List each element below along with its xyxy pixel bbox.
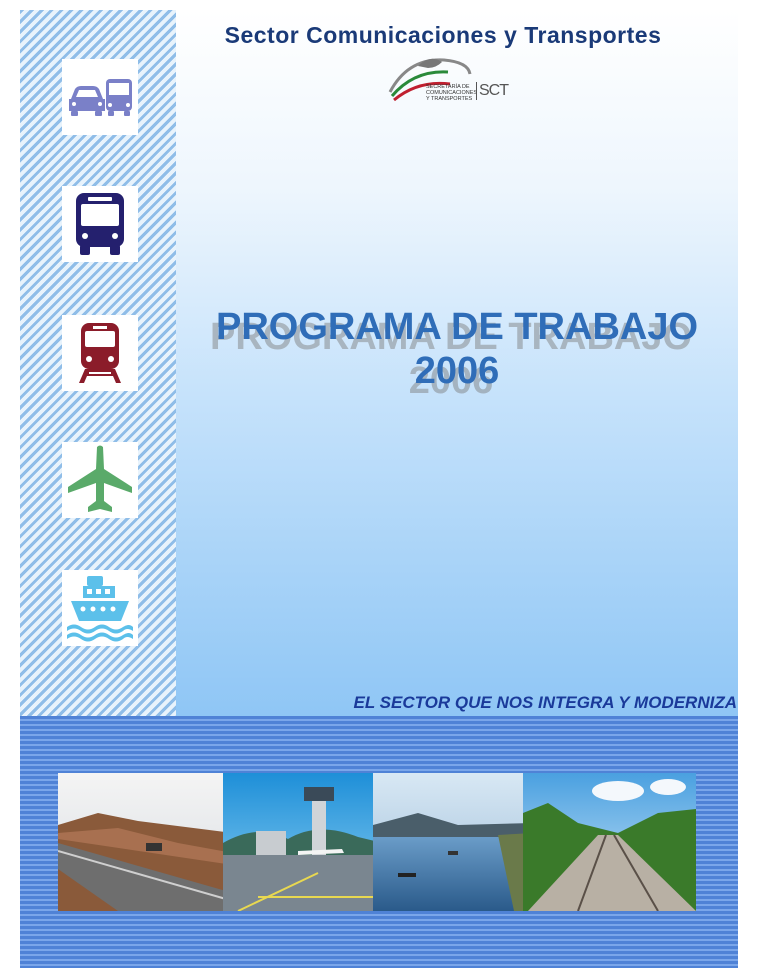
title-line-1: PROGRAMA DE TRABAJO	[215, 306, 699, 348]
highway-photo	[58, 773, 233, 911]
title-line-2: 2006	[414, 350, 500, 392]
port-photo	[373, 773, 533, 911]
railway-photo	[523, 773, 696, 911]
train-icon-tile	[62, 315, 138, 391]
train-icon	[75, 321, 125, 385]
airplane-icon	[66, 445, 134, 515]
cars-icon-tile	[62, 59, 138, 135]
logo-text: SECRETARÍA DE COMUNICACIONES Y TRANSPORTES	[426, 84, 478, 102]
transport-photo-collage	[58, 773, 696, 911]
bus-icon-tile	[62, 186, 138, 262]
cover-title	[176, 305, 738, 393]
airport-photo	[223, 773, 383, 911]
slogan: EL SECTOR QUE NOS INTEGRA Y MODERNIZA	[353, 693, 737, 712]
sector-title: Sector Comunicaciones y Transportes	[224, 22, 662, 48]
bus-icon	[72, 191, 128, 257]
airplane-icon-tile	[62, 442, 138, 518]
cars-icon	[65, 75, 135, 119]
logo-abbreviation: SCT	[476, 82, 508, 100]
ship-icon-tile	[62, 570, 138, 646]
ship-icon	[65, 573, 135, 643]
